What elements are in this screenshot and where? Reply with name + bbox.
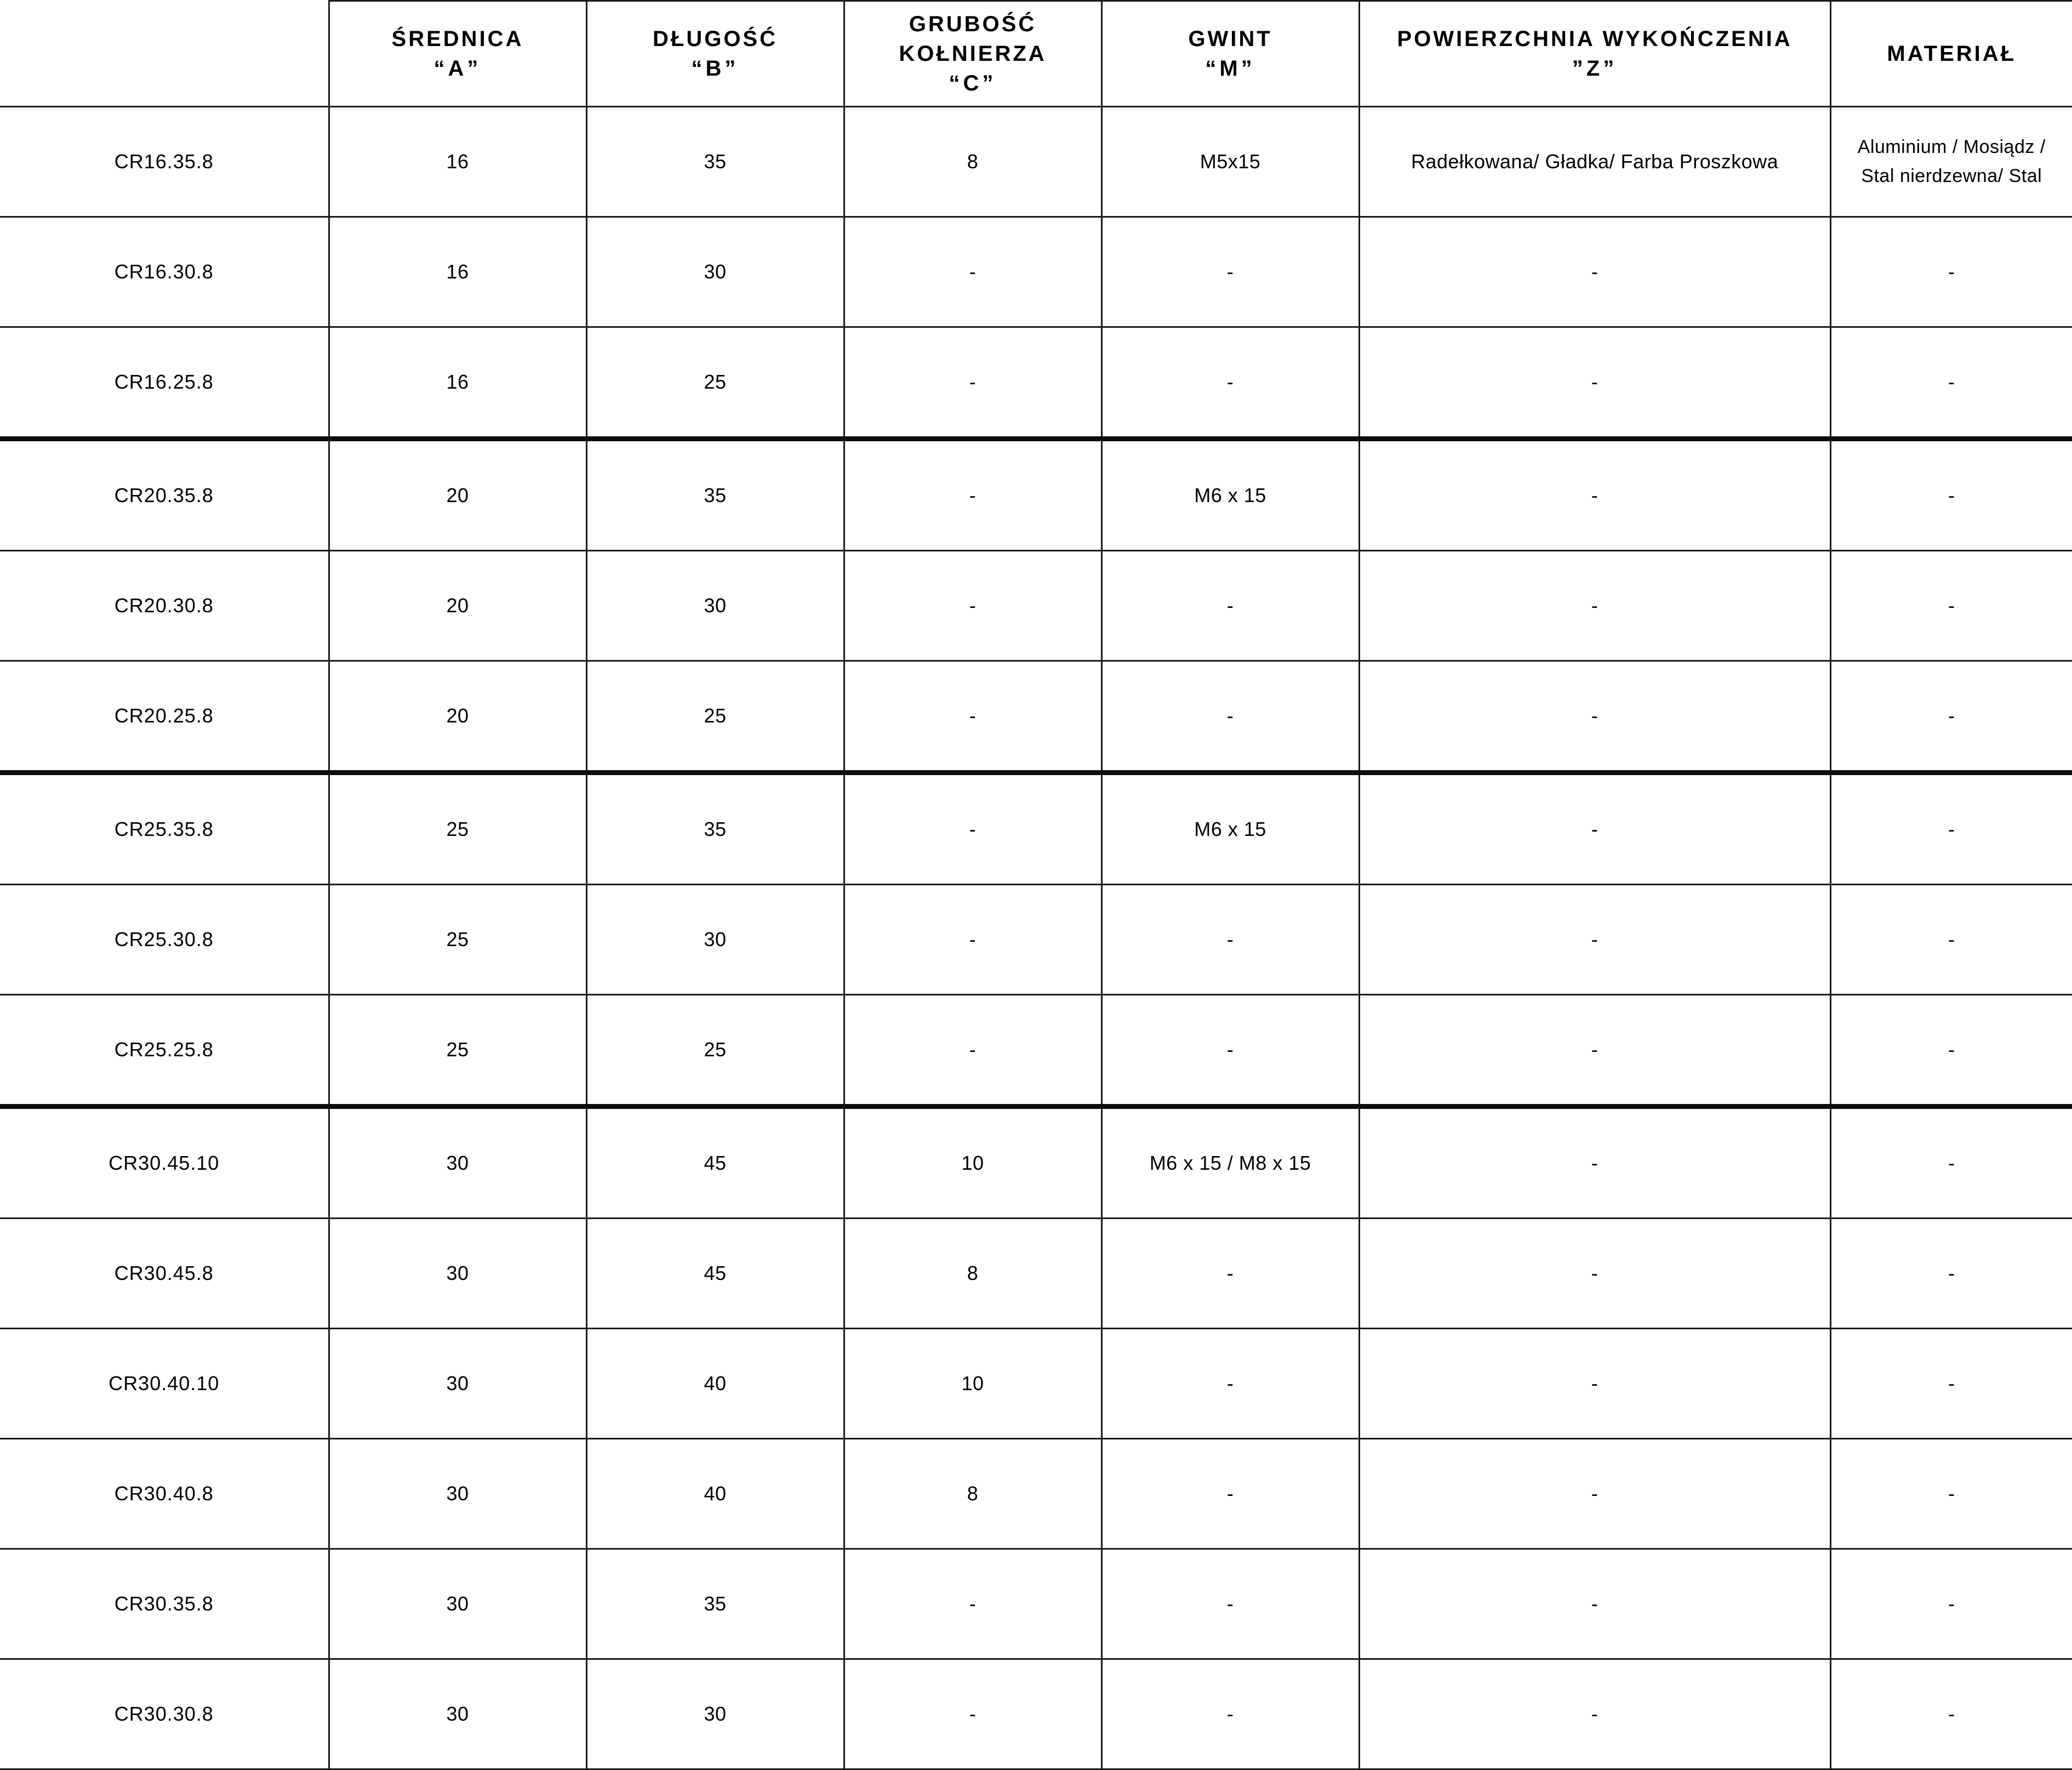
table-row [0, 107, 2072, 217]
cell-thread: - [1101, 1219, 1359, 1329]
column-header-length-title: DŁUGOŚĆ [653, 27, 778, 51]
column-header-finish [1359, 1, 1830, 107]
cell-length: 30 [586, 551, 844, 661]
cell-diameter: 30 [329, 1659, 586, 1769]
cell-flange-thickness: - [844, 327, 1101, 439]
cell-thread: - [1101, 661, 1359, 773]
cell-code: CR25.25.8 [0, 995, 329, 1107]
cell-thread: M6 x 15 [1101, 439, 1359, 551]
cell-thread: - [1101, 1329, 1359, 1439]
column-header-flange-thickness [844, 1, 1101, 107]
cell-code: CR30.30.8 [0, 1659, 329, 1769]
cell-length: 35 [586, 439, 844, 551]
cell-material: - [1830, 551, 2072, 661]
cell-material: - [1830, 1107, 2072, 1219]
cell-flange-thickness: - [844, 439, 1101, 551]
cell-material: - [1830, 773, 2072, 885]
column-header-finish-sub: ”Z” [1572, 56, 1618, 81]
cell-material: - [1830, 1549, 2072, 1659]
cell-thread: M6 x 15 [1101, 773, 1359, 885]
cell-diameter: 20 [329, 661, 586, 773]
table-header [0, 1, 2072, 107]
cell-thread: - [1101, 885, 1359, 995]
cell-thread: - [1101, 1549, 1359, 1659]
column-header-thread-title: GWINT [1188, 27, 1272, 51]
cell-thread: - [1101, 1439, 1359, 1549]
cell-flange-thickness: - [844, 995, 1101, 1107]
cell-thread: M5x15 [1101, 107, 1359, 217]
table-row [0, 327, 2072, 439]
cell-code: CR30.35.8 [0, 1549, 329, 1659]
cell-diameter: 30 [329, 1219, 586, 1329]
cell-finish: - [1359, 327, 1830, 439]
column-header-thread-sub: “M” [1205, 56, 1255, 81]
cell-diameter: 16 [329, 327, 586, 439]
column-header-flange-thickness-sub: “C” [949, 71, 997, 95]
table-row [0, 1329, 2072, 1439]
cell-code: CR20.25.8 [0, 661, 329, 773]
cell-flange-thickness: - [844, 885, 1101, 995]
cell-finish: - [1359, 1659, 1830, 1769]
column-header-diameter-sub: “A” [433, 56, 482, 81]
cell-diameter: 16 [329, 217, 586, 327]
cell-length: 30 [586, 217, 844, 327]
table-row [0, 661, 2072, 773]
cell-material: - [1830, 217, 2072, 327]
cell-flange-thickness: - [844, 217, 1101, 327]
cell-material: - [1830, 995, 2072, 1107]
cell-finish: Radełkowana/ Gładka/ Farba Proszkowa [1359, 107, 1830, 217]
cell-diameter: 16 [329, 107, 586, 217]
table-row [0, 1219, 2072, 1329]
cell-code: CR20.35.8 [0, 439, 329, 551]
cell-flange-thickness: 8 [844, 1219, 1101, 1329]
cell-code: CR16.25.8 [0, 327, 329, 439]
cell-flange-thickness: 8 [844, 107, 1101, 217]
cell-code: CR30.40.8 [0, 1439, 329, 1549]
column-header-code [0, 1, 329, 107]
table-row [0, 439, 2072, 551]
cell-finish: - [1359, 551, 1830, 661]
cell-material-line-1: Aluminium / Mosiądz / [1857, 136, 2046, 158]
table-row [0, 1549, 2072, 1659]
cell-code: CR25.30.8 [0, 885, 329, 995]
table-row [0, 995, 2072, 1107]
column-header-diameter-title: ŚREDNICA [391, 27, 524, 51]
table-row [0, 217, 2072, 327]
cell-material: - [1830, 885, 2072, 995]
cell-material: - [1830, 661, 2072, 773]
cell-length: 40 [586, 1329, 844, 1439]
table-row [0, 885, 2072, 995]
cell-diameter: 30 [329, 1107, 586, 1219]
cell-material [1830, 107, 2072, 217]
cell-thread: - [1101, 327, 1359, 439]
cell-finish: - [1359, 1107, 1830, 1219]
table-row [0, 1439, 2072, 1549]
column-header-flange-thickness-title: GRUBOŚĆ KOŁNIERZA [899, 12, 1047, 66]
column-header-thread [1101, 1, 1359, 107]
cell-diameter: 30 [329, 1439, 586, 1549]
cell-code: CR16.30.8 [0, 217, 329, 327]
cell-code: CR20.30.8 [0, 551, 329, 661]
cell-finish: - [1359, 773, 1830, 885]
cell-thread: - [1101, 995, 1359, 1107]
cell-diameter: 25 [329, 885, 586, 995]
cell-code: CR30.45.8 [0, 1219, 329, 1329]
column-header-material-title: MATERIAŁ [1887, 42, 2017, 66]
cell-diameter: 20 [329, 551, 586, 661]
cell-material: - [1830, 1329, 2072, 1439]
cell-finish: - [1359, 1219, 1830, 1329]
cell-diameter: 20 [329, 439, 586, 551]
table-body [0, 107, 2072, 1769]
cell-flange-thickness: 10 [844, 1329, 1101, 1439]
table-row [0, 1107, 2072, 1219]
cell-finish: - [1359, 1329, 1830, 1439]
cell-thread: - [1101, 551, 1359, 661]
cell-finish: - [1359, 1439, 1830, 1549]
cell-diameter: 25 [329, 773, 586, 885]
cell-thread: - [1101, 217, 1359, 327]
cell-finish: - [1359, 885, 1830, 995]
column-header-diameter [329, 1, 586, 107]
cell-finish: - [1359, 217, 1830, 327]
column-header-finish-title: POWIERZCHNIA WYKOŃCZENIA [1397, 27, 1793, 51]
cell-flange-thickness: - [844, 1659, 1101, 1769]
column-header-material [1830, 1, 2072, 107]
column-header-length [586, 1, 844, 107]
cell-finish: - [1359, 995, 1830, 1107]
cell-material: - [1830, 1439, 2072, 1549]
cell-flange-thickness: - [844, 773, 1101, 885]
cell-thread: - [1101, 1659, 1359, 1769]
cell-material: - [1830, 1219, 2072, 1329]
cell-length: 35 [586, 107, 844, 217]
table-row [0, 773, 2072, 885]
table-row [0, 551, 2072, 661]
cell-code: CR16.35.8 [0, 107, 329, 217]
cell-thread: M6 x 15 / M8 x 15 [1101, 1107, 1359, 1219]
cell-material: - [1830, 1659, 2072, 1769]
column-header-length-sub: “B” [691, 56, 739, 81]
cell-finish: - [1359, 661, 1830, 773]
cell-length: 25 [586, 327, 844, 439]
header-row [0, 1, 2072, 107]
cell-length: 25 [586, 661, 844, 773]
cell-diameter: 25 [329, 995, 586, 1107]
cell-length: 30 [586, 1659, 844, 1769]
cell-flange-thickness: 8 [844, 1439, 1101, 1549]
cell-flange-thickness: - [844, 551, 1101, 661]
cell-length: 30 [586, 885, 844, 995]
cell-finish: - [1359, 439, 1830, 551]
cell-diameter: 30 [329, 1329, 586, 1439]
cell-length: 40 [586, 1439, 844, 1549]
cell-length: 45 [586, 1107, 844, 1219]
cell-material: - [1830, 439, 2072, 551]
cell-finish: - [1359, 1549, 1830, 1659]
cell-length: 35 [586, 773, 844, 885]
cell-flange-thickness: - [844, 1549, 1101, 1659]
cell-length: 25 [586, 995, 844, 1107]
cell-length: 35 [586, 1549, 844, 1659]
cell-code: CR25.35.8 [0, 773, 329, 885]
table-row [0, 1659, 2072, 1769]
cell-material: - [1830, 327, 2072, 439]
cell-code: CR30.45.10 [0, 1107, 329, 1219]
cell-diameter: 30 [329, 1549, 586, 1659]
cell-flange-thickness: - [844, 661, 1101, 773]
cell-material-line-2: Stal nierdzewna/ Stal [1861, 166, 2042, 186]
cell-flange-thickness: 10 [844, 1107, 1101, 1219]
cell-code: CR30.40.10 [0, 1329, 329, 1439]
cell-length: 45 [586, 1219, 844, 1329]
